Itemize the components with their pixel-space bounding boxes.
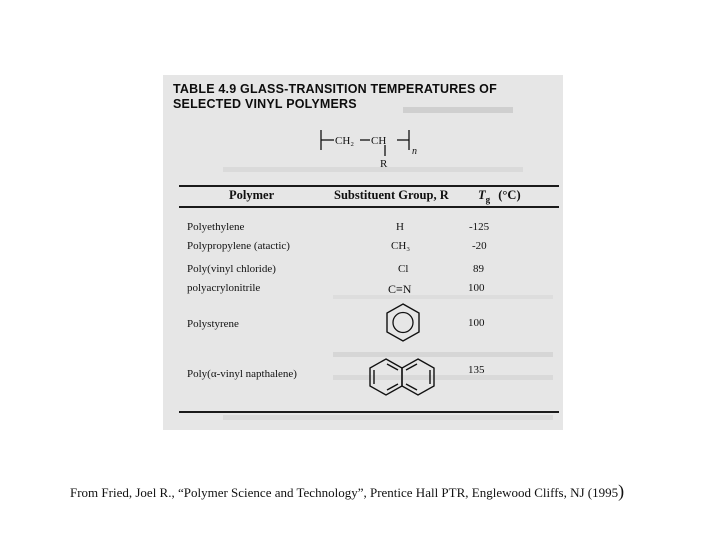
row-2-polymer: Polypropylene (atactic) <box>187 240 290 252</box>
row-5-tg: 100 <box>468 317 485 329</box>
row-6-polymer: Poly(α-vinyl napthalene) <box>187 368 297 380</box>
source-caption-close-paren: ) <box>618 481 625 501</box>
bleed-through-mark <box>333 295 553 299</box>
row-2-group: CH₃ <box>391 240 411 252</box>
header-tg <box>478 188 521 205</box>
row-2-tg: -20 <box>472 240 487 252</box>
source-caption <box>70 481 624 502</box>
header-bottom-rule <box>179 206 559 208</box>
bleed-through-mark <box>223 415 553 420</box>
header-tg-symbol: T <box>478 188 486 202</box>
benzene-ring-structure <box>383 300 423 346</box>
row-1-tg: -125 <box>469 221 490 233</box>
row-3-polymer: Poly(vinyl chloride) <box>187 263 276 275</box>
table-bottom-rule <box>179 411 559 413</box>
header-tg-subscript: g <box>485 194 491 205</box>
row-1-polymer: Polyethylene <box>187 221 245 233</box>
bleed-through-mark <box>403 107 513 113</box>
row-1-group: H <box>396 221 404 233</box>
row-3-tg: 89 <box>473 263 484 275</box>
repeat-unit-structure <box>313 127 423 173</box>
ch-label: CH <box>371 135 387 147</box>
row-3-group: Cl <box>398 263 409 275</box>
r-label: R <box>380 158 388 170</box>
ch2-label: CH₂ <box>335 135 355 147</box>
table-title-line-1: TABLE 4.9 GLASS-TRANSITION TEMPERATURES OF <box>173 82 497 96</box>
header-substituent: Substituent Group, R <box>334 188 449 202</box>
row-5-polymer: Polystyrene <box>187 318 239 330</box>
header-polymer: Polymer <box>229 188 275 202</box>
row-4-group: C≡N <box>388 282 412 296</box>
table-title-line-2: SELECTED VINYL POLYMERS <box>173 97 357 111</box>
scanned-table-image <box>163 75 563 430</box>
header-tg-unit: (°C) <box>498 188 521 202</box>
naphthalene-structure <box>366 355 442 399</box>
row-6-tg: 135 <box>468 364 485 376</box>
row-4-tg: 100 <box>468 282 485 294</box>
source-caption-text: From Fried, Joel R., “Polymer Science and Technology”, Prentice Hall PTR, Englewood Cliffs, NJ (1995 <box>70 485 619 500</box>
n-subscript: n <box>412 146 417 157</box>
header-top-rule <box>179 185 559 187</box>
row-4-polymer: polyacrylonitrile <box>187 282 261 294</box>
